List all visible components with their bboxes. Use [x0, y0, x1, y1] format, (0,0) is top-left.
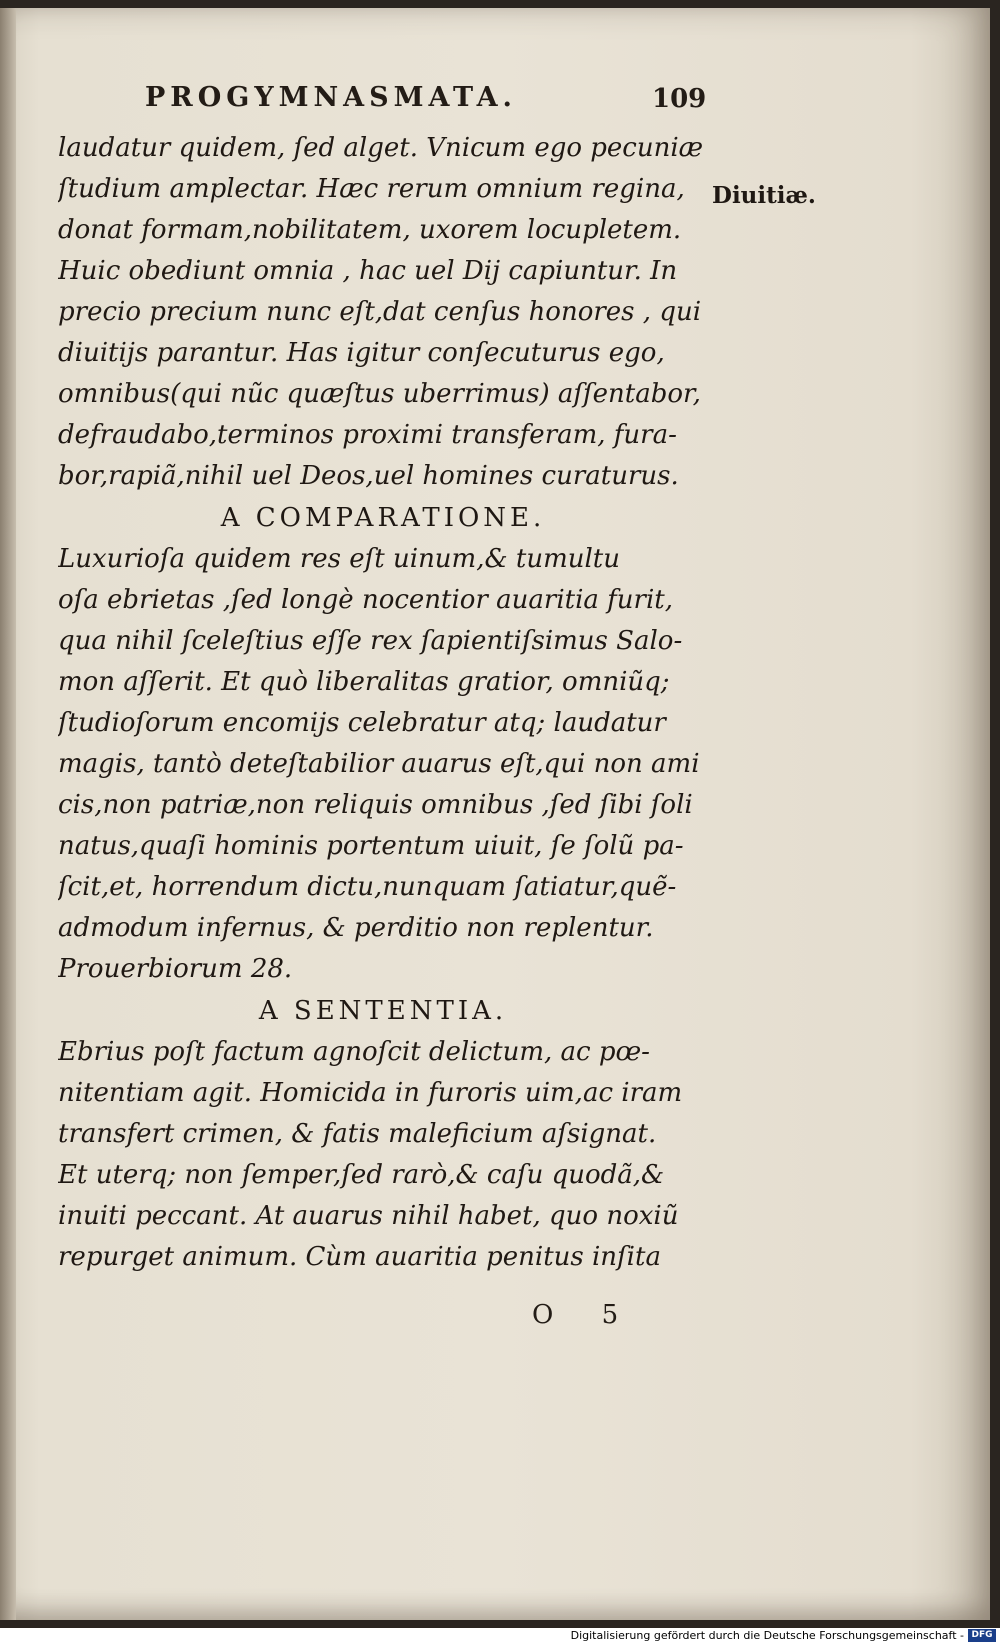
page-gutter: [0, 8, 16, 1620]
text-line: qua nihil ſceleſtius eſſe rex ſapientiſsimus Salo-: [58, 626, 683, 656]
text-line: mon aſſerit. Et quò liberalitas gratior, omniũq;: [58, 667, 670, 697]
text-line: defraudabo,terminos proximi transferam, fura-: [58, 420, 677, 450]
page-header: [0, 78, 990, 118]
text-line: oſa ebrietas ,ſed longè nocentior auaritia furit,: [58, 585, 673, 615]
text-line: precio precium nunc eſt,dat cenſus honores , qui: [58, 297, 702, 327]
body-text: [58, 128, 708, 1278]
text-line: nitentiam agit. Homicida in furoris uim,ac iram: [58, 1078, 683, 1108]
text-line: bor,rapiã,nihil uel Deos,uel homines curaturus.: [58, 461, 679, 491]
footer-bar: [0, 1628, 1000, 1645]
section-heading: A COMPARATIONE.: [220, 503, 546, 533]
text-line: natus,quaſi hominis portentum uiuit, ſe ſolũ pa-: [58, 831, 684, 861]
text-line: omnibus(qui nũc quæſtus uberrimus) aſſentabor,: [58, 379, 701, 409]
text-line: Et uterq; non ſemper,ſed rarò,& caſu quodã,&: [58, 1160, 665, 1190]
margin-note: Diuitiæ.: [712, 182, 816, 209]
text-line: donat formam,nobilitatem, uxorem locupletem.: [58, 215, 682, 245]
text-line: inuiti peccant. At auarus nihil habet, quo noxiũ: [58, 1201, 679, 1231]
text-line: repurget animum. Cùm auaritia penitus inſita: [58, 1242, 661, 1272]
text-line: ſtudioſorum encomijs celebratur atq; laudatur: [58, 708, 666, 738]
text-line: magis, tantò deteſtabilior auarus eſt,qui non ami: [58, 749, 700, 779]
text-line: Luxurioſa quidem res eſt uinum,& tumultu: [58, 544, 620, 574]
text-line: admodum infernus, & perditio non replentur.: [58, 913, 654, 943]
text-line: Prouerbiorum 28.: [58, 954, 293, 984]
text-line: diuitijs parantur. Has igitur conſecuturus ego,: [58, 338, 665, 368]
text-line: ſtudium amplectar. Hæc rerum omnium regina,: [58, 174, 685, 204]
text-line: Ebrius poſt factum agnoſcit delictum, ac pœ-: [58, 1037, 650, 1067]
text-line: transfert crimen, & fatis maleficium aſsignat.: [58, 1119, 657, 1149]
dfg-logo-icon: DFG: [968, 1629, 996, 1642]
text-line: laudatur quidem, ſed alget. Vnicum ego pecuniæ: [58, 133, 704, 163]
text-line: ſcit,et, horrendum dictu,nunquam ſatiatur,quẽ-: [58, 872, 677, 902]
section-heading: A SENTENTIA.: [258, 996, 508, 1026]
text-line: cis,non patriæ,non reliquis omnibus ,ſed ſibi ſoli: [58, 790, 693, 820]
funding-credit: Digitalisierung gefördert durch die Deutsche Forschungsgemeinschaft -: [570, 1629, 964, 1642]
page-number: 109: [652, 84, 707, 114]
signature-mark: O 5: [532, 1300, 639, 1330]
text-line: Huic obediunt omnia , hac uel Dij capiuntur. In: [58, 256, 678, 286]
running-title: PROGYMNASMATA.: [145, 82, 517, 113]
